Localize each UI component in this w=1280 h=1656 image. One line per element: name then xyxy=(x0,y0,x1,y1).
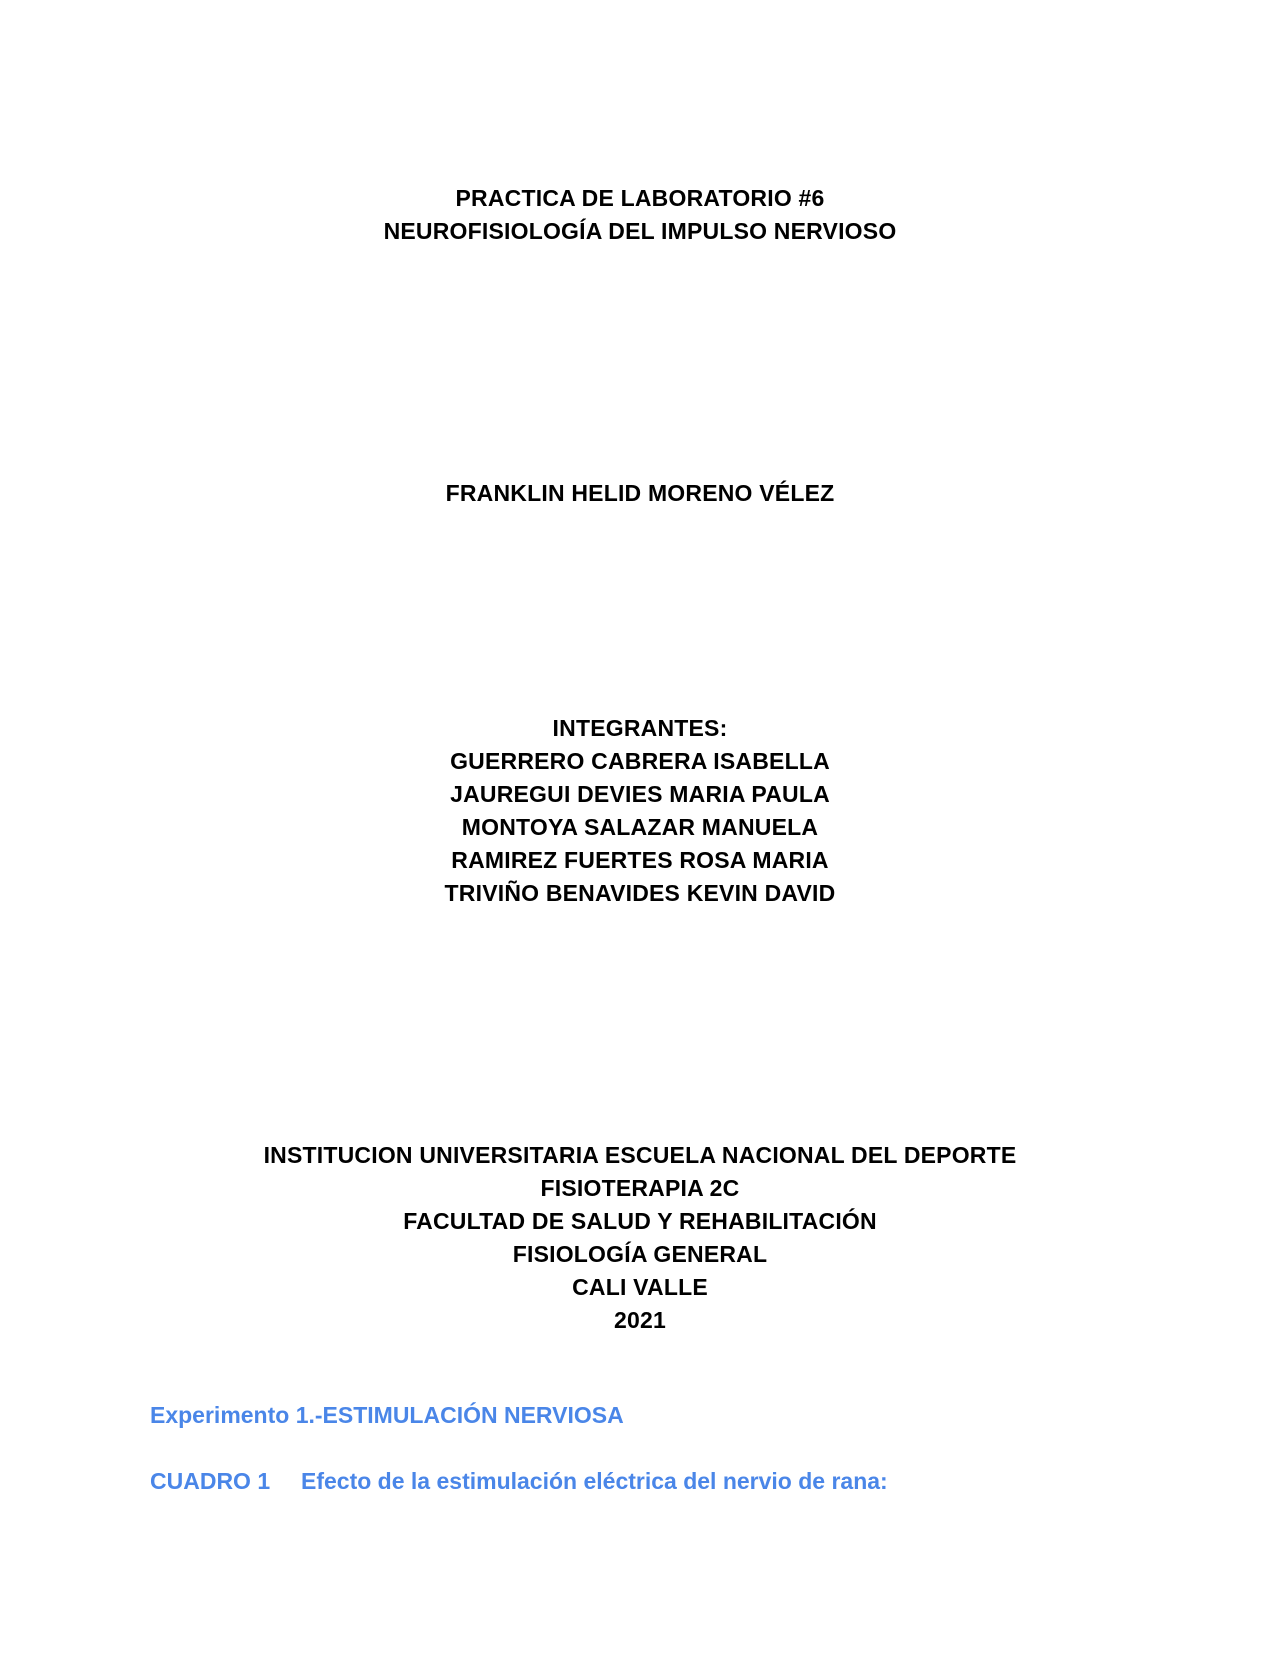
member-name: MONTOYA SALAZAR MANUELA xyxy=(461,814,819,840)
city-name: CALI VALLE xyxy=(572,1274,708,1300)
title-line: PRACTICA DE LABORATORIO #6 xyxy=(455,185,825,211)
members-block xyxy=(0,712,1280,910)
subtitle-line: NEUROFISIOLOGÍA DEL IMPULSO NERVIOSO xyxy=(383,218,897,244)
experiment-heading: Experimento 1.-ESTIMULACIÓN NERVIOSA xyxy=(150,1402,624,1428)
document-title xyxy=(0,182,1280,248)
table-caption-text: Efecto de la estimulación eléctrica del nervio de rana: xyxy=(301,1468,888,1494)
program-name: FISIOTERAPIA 2C xyxy=(540,1175,740,1201)
author-name: FRANKLIN HELID MORENO VÉLEZ xyxy=(445,480,835,506)
course-name: FISIOLOGÍA GENERAL xyxy=(512,1241,768,1267)
table-caption-number: CUADRO 1 xyxy=(150,1468,271,1494)
member-name: GUERRERO CABRERA ISABELLA xyxy=(450,748,830,774)
author-block xyxy=(0,477,1280,510)
year: 2021 xyxy=(614,1307,666,1333)
institution-name: INSTITUCION UNIVERSITARIA ESCUELA NACIONAL DEL DEPORTE xyxy=(263,1142,1017,1168)
member-name: RAMIREZ FUERTES ROSA MARIA xyxy=(451,847,829,873)
table-caption xyxy=(150,1466,888,1496)
members-heading: INTEGRANTES: xyxy=(552,715,728,741)
faculty-name: FACULTAD DE SALUD Y REHABILITACIÓN xyxy=(403,1208,877,1234)
member-name: JAUREGUI DEVIES MARIA PAULA xyxy=(450,781,830,807)
member-name: TRIVIÑO BENAVIDES KEVIN DAVID xyxy=(444,880,836,906)
institution-block xyxy=(0,1139,1280,1337)
